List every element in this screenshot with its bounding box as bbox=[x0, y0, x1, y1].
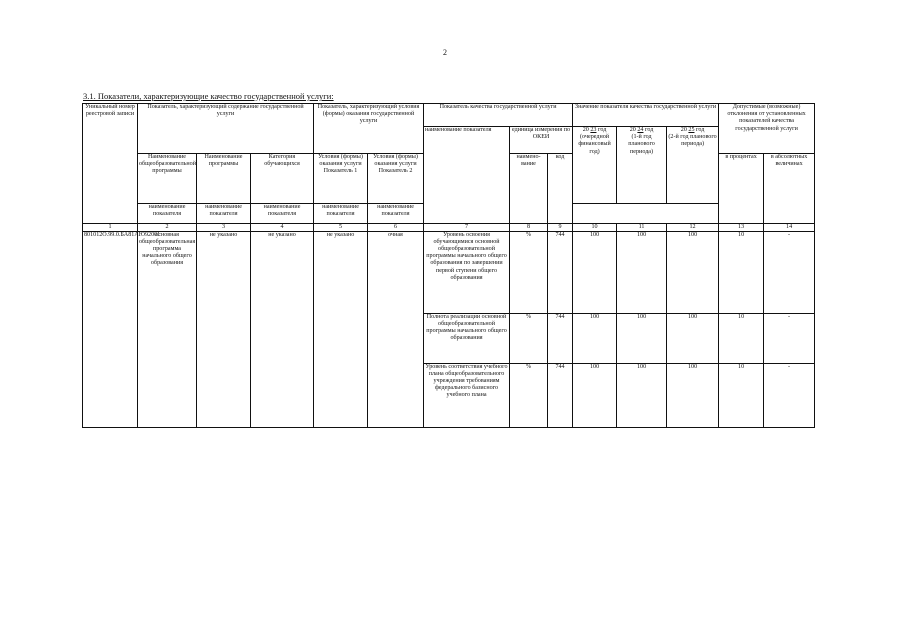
column-number: 8 bbox=[510, 224, 548, 232]
column-number: 7 bbox=[424, 224, 510, 232]
deviation-absolute: - bbox=[764, 313, 815, 363]
column-number: 14 bbox=[764, 224, 815, 232]
indicator-name: Уровень соответствия учебного плана общеобразовательного учреждения требованиям федерального базисного учебного плана bbox=[424, 363, 510, 427]
section-title: 3.1. Показатели, характеризующие качество государственной услуги: bbox=[83, 91, 334, 101]
value-year-1: 100 bbox=[573, 363, 617, 427]
column-number: 1 bbox=[83, 224, 138, 232]
sub-category: Категория обучающихся bbox=[251, 154, 314, 204]
deviation-absolute: - bbox=[764, 231, 815, 313]
column-numbers-row bbox=[83, 224, 815, 232]
column-number: 2 bbox=[138, 224, 197, 232]
name-of-indicator-6: наименование показателя bbox=[368, 204, 424, 224]
unit-code: 744 bbox=[548, 231, 573, 313]
value-year-1: 100 bbox=[573, 313, 617, 363]
header-conditions: Показатель, характеризующий условия (формы) оказания государственной услуги bbox=[314, 104, 424, 154]
record-category: не указано bbox=[251, 231, 314, 427]
header-unique-number: Уникальный номер реестровой записи bbox=[83, 104, 138, 224]
name-of-indicator-5: наименование показателя bbox=[314, 204, 368, 224]
deviation-absolute: - bbox=[764, 363, 815, 427]
sub-program: Наименование программы bbox=[197, 154, 251, 204]
name-of-indicator-2: наименование показателя bbox=[138, 204, 197, 224]
sub-cond1: Условия (формы) оказания услуги Показатель 1 bbox=[314, 154, 368, 204]
column-number: 3 bbox=[197, 224, 251, 232]
header-content: Показатель, характеризующий содержание государственной услуги bbox=[138, 104, 314, 154]
column-number: 5 bbox=[314, 224, 368, 232]
sub-cond2: Условия (формы) оказания услуги Показатель 2 bbox=[368, 154, 424, 204]
unit-code: 744 bbox=[548, 363, 573, 427]
header-year-1: 20 23 год (очередной финансовый год) bbox=[573, 127, 617, 204]
column-number: 12 bbox=[667, 224, 719, 232]
column-number: 11 bbox=[617, 224, 667, 232]
name-of-indicator-3: наименование показателя bbox=[197, 204, 251, 224]
header-indicator-name: наименование показателя bbox=[424, 127, 510, 224]
record-cond2: очная bbox=[368, 231, 424, 427]
deviation-percent: 10 bbox=[719, 231, 764, 313]
name-of-indicator-4: наименование показателя bbox=[251, 204, 314, 224]
indicator-name: Уровень освоения обучающимися основной общеобразовательной программы начального общего образования по завершении первой ступени общего образования bbox=[424, 231, 510, 313]
header-year-2: 20 24 год (1-й год планового периода) bbox=[617, 127, 667, 204]
indicator-name: Полнота реализации основной общеобразовательной программы начального общего образования bbox=[424, 313, 510, 363]
deviation-percent: 10 bbox=[719, 313, 764, 363]
value-year-2: 100 bbox=[617, 231, 667, 313]
value-year-3: 100 bbox=[667, 313, 719, 363]
value-year-3: 100 bbox=[667, 231, 719, 313]
record-program: не указано bbox=[197, 231, 251, 427]
header-unit: единица измерения по ОКЕИ bbox=[510, 127, 573, 154]
table-row bbox=[83, 231, 815, 313]
record-cond1: не указано bbox=[314, 231, 368, 427]
value-year-2: 100 bbox=[617, 313, 667, 363]
column-number: 4 bbox=[251, 224, 314, 232]
header-unit-name: наимено-вание bbox=[510, 154, 548, 224]
header-in-absolute: в абсолютных величинах bbox=[764, 154, 815, 224]
value-year-1: 100 bbox=[573, 231, 617, 313]
header-deviation: Допустимые (возможные) отклонения от установленных показателей качества государственной услуги bbox=[719, 104, 815, 154]
unit-name: % bbox=[510, 231, 548, 313]
column-number: 9 bbox=[548, 224, 573, 232]
header-in-percent: в процентах bbox=[719, 154, 764, 224]
header-value: Значение показателя качества государственной услуги bbox=[573, 104, 719, 127]
column-number: 6 bbox=[368, 224, 424, 232]
page-number: 2 bbox=[443, 48, 447, 57]
column-number: 10 bbox=[573, 224, 617, 232]
header-quality: Показатель качества государственной услуги bbox=[424, 104, 573, 127]
header-row-1 bbox=[83, 104, 815, 127]
quality-indicators-table bbox=[82, 103, 815, 428]
unit-name: % bbox=[510, 313, 548, 363]
sub-program-name: Наименование общеобразовательной программы bbox=[138, 154, 197, 204]
header-unit-code: код bbox=[548, 154, 573, 224]
record-program-name: основная общеобразовательная программа начального общего образования bbox=[138, 231, 197, 427]
unit-code: 744 bbox=[548, 313, 573, 363]
column-number: 13 bbox=[719, 224, 764, 232]
value-year-3: 100 bbox=[667, 363, 719, 427]
unit-name: % bbox=[510, 363, 548, 427]
deviation-percent: 10 bbox=[719, 363, 764, 427]
record-unique-number: 801012О.99.0.БА81АЮ92001 bbox=[83, 231, 138, 427]
value-year-2: 100 bbox=[617, 363, 667, 427]
header-year-3: 20 25 год (2-й год планового периода) bbox=[667, 127, 719, 204]
